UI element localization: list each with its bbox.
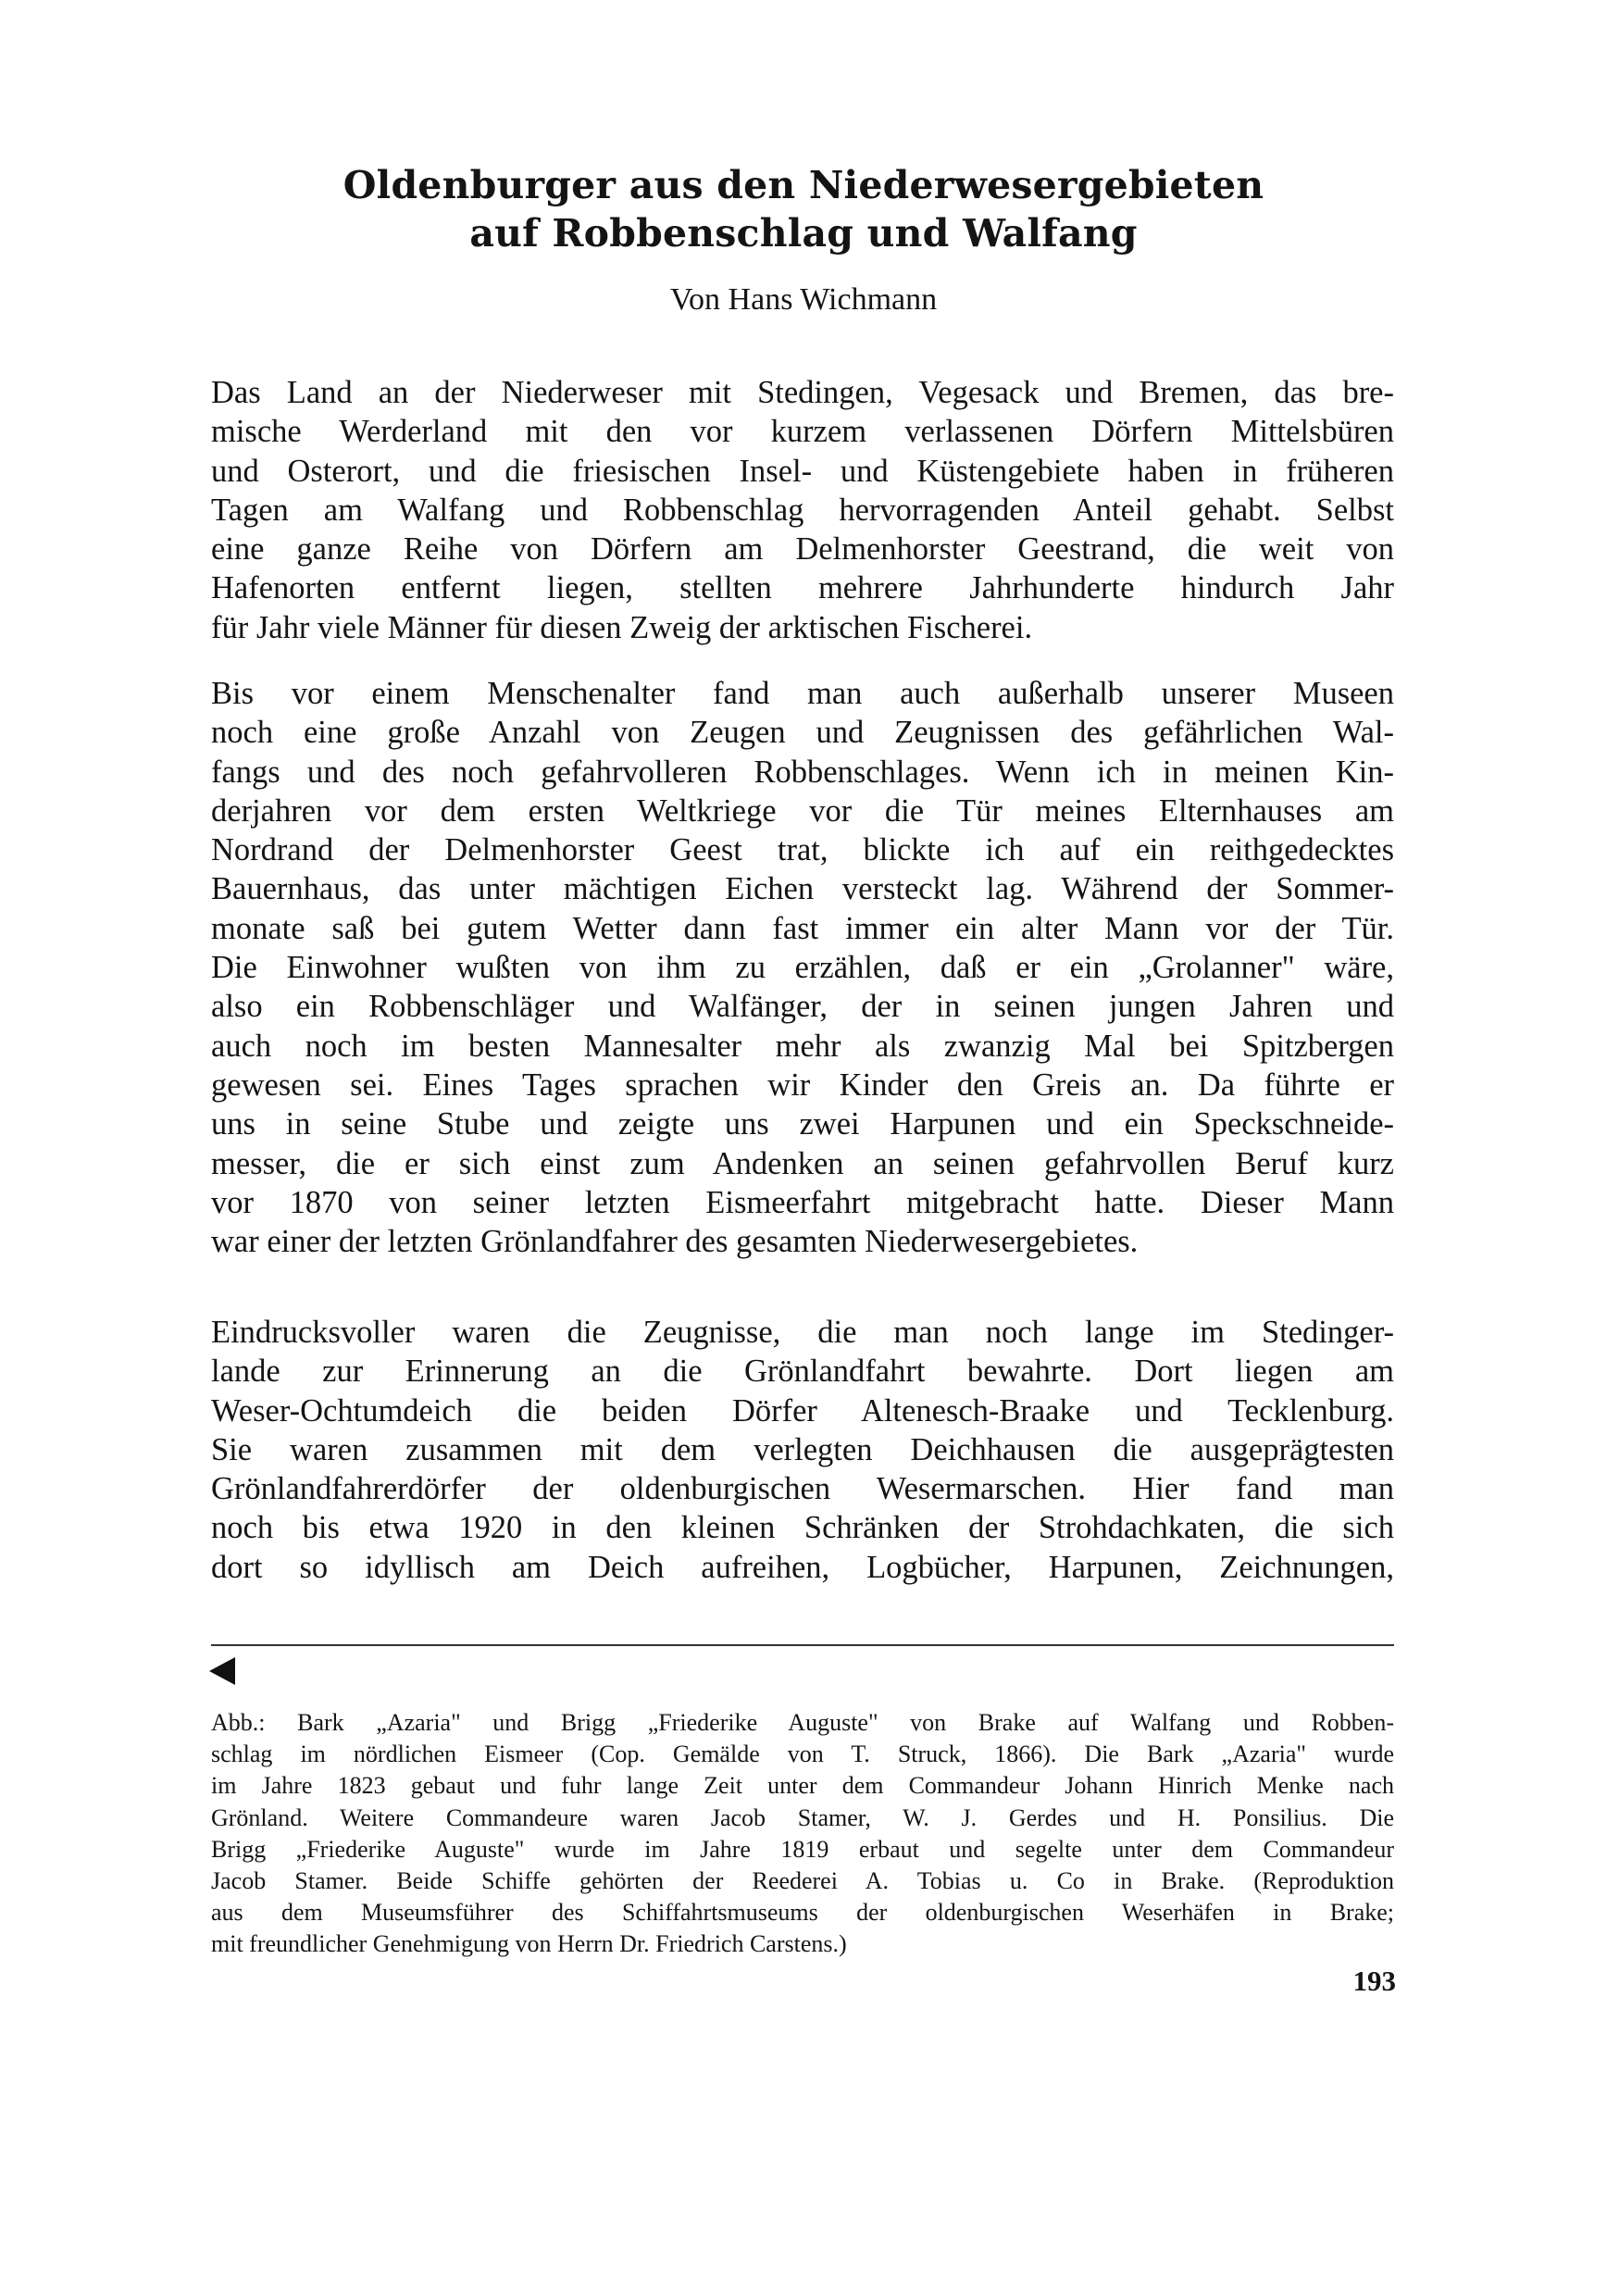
text-line: fangs und des noch gefahrvolleren Robbenschlages. Wenn ich in meinen Kin- <box>211 754 1394 790</box>
caption-line: im Jahre 1823 gebaut und fuhr lange Zeit unter dem Commandeur Johann Hinrich Menke nach <box>211 1772 1394 1800</box>
figure-caption <box>211 1707 1394 1961</box>
text-line: Bauernhaus, das unter mächtigen Eichen versteckt lag. Während der Sommer- <box>211 871 1394 907</box>
left-pointer-icon <box>209 1657 235 1685</box>
text-line: lande zur Erinnerung an die Grönlandfahrt bewahrte. Dort liegen am <box>211 1354 1394 1390</box>
text-line: Eindrucksvoller waren die Zeugnisse, die man noch lange im Stedinger- <box>211 1315 1394 1350</box>
text-line: war einer der letzten Grönlandfahrer des gesamten Niederwesergebietes. <box>211 1224 1139 1260</box>
body-paragraph-1 <box>211 373 1394 647</box>
text-line: auch noch im besten Mannesalter mehr als zwanzig Mal bei Spitzbergen <box>211 1028 1394 1064</box>
text-line: Grönlandfahrerdörfer der oldenburgischen Wesermarschen. Hier fand man <box>211 1471 1394 1507</box>
caption-divider <box>211 1644 1394 1646</box>
text-line: derjahren vor dem ersten Weltkriege vor die Tür meines Elternhauses am <box>211 792 1394 829</box>
caption-line: mit freundlicher Genehmigung von Herrn Dr. Friedrich Carstens.) <box>211 1930 847 1958</box>
caption-line: Brigg „Friederike Auguste" wurde im Jahre 1819 erbaut und segelte unter dem Commandeur <box>211 1835 1394 1863</box>
text-line: gewesen sei. Eines Tages sprachen wir Kinder den Greis an. Da führte er <box>211 1067 1394 1103</box>
text-line: Die Einwohner wußten von ihm zu erzählen, daß er ein „Grolanner" wäre, <box>211 950 1394 986</box>
text-line: messer, die er sich einst zum Andenken an seinen gefahrvollen Beruf kurz <box>211 1145 1394 1181</box>
text-line: Das Land an der Niederweser mit Stedingen, Vegesack und Bremen, das bre- <box>211 375 1394 410</box>
text-line: Hafenorten entfernt liegen, stellten mehrere Jahrhunderte hindurch Jahr <box>211 570 1394 606</box>
text-line: vor 1870 von seiner letzten Eismeerfahrt mitgebracht hatte. Dieser Mann <box>211 1184 1394 1220</box>
text-line: uns in seine Stube und zeigte uns zwei Harpunen und ein Speckschneide- <box>211 1106 1394 1142</box>
text-line: Bis vor einem Menschenalter fand man auch außerhalb unserer Museen <box>211 676 1394 711</box>
caption-line: schlag im nördlichen Eismeer (Cop. Gemälde von T. Struck, 1866). Die Bark „Azaria" wurde <box>211 1741 1394 1768</box>
text-line: Weser-Ochtumdeich die beiden Dörfer Altenesch-Braake und Tecklenburg. <box>211 1392 1394 1429</box>
text-line: mische Werderland mit den vor kurzem verlassenen Dörfern Mittelsbüren <box>211 414 1394 450</box>
article-title-line-1: Oldenburger aus den Niederwesergebieten <box>343 163 1264 207</box>
text-line: Nordrand der Delmenhorster Geest trat, blickte ich auf ein reithgedecktes <box>211 832 1394 868</box>
text-line: monate saß bei gutem Wetter dann fast immer ein alter Mann vor der Tür. <box>211 910 1394 946</box>
text-line: Sie waren zusammen mit dem verlegten Deichhausen die ausgeprägtesten <box>211 1431 1394 1467</box>
page-number: 193 <box>1352 1965 1396 1997</box>
article-title-line-2: auf Robbenschlag und Walfang <box>469 211 1138 256</box>
text-line: noch bis etwa 1920 in den kleinen Schränken der Strohdachkaten, die sich <box>211 1510 1394 1546</box>
text-line: für Jahr viele Männer für diesen Zweig der arktischen Fischerei. <box>211 609 1033 645</box>
text-line: noch eine große Anzahl von Zeugen und Zeugnissen des gefährlichen Wal- <box>211 715 1394 751</box>
text-line: und Osterort, und die friesischen Insel- und Küstengebiete haben in früheren <box>211 453 1394 489</box>
caption-line: Grönland. Weitere Commandeure waren Jacob Stamer, W. J. Gerdes und H. Ponsilius. Die <box>211 1803 1394 1831</box>
body-paragraph-2 <box>211 674 1394 1261</box>
caption-line: Abb.: Bark „Azaria" und Brigg „Friederike Auguste" von Brake auf Walfang und Robben- <box>211 1709 1394 1736</box>
text-line: eine ganze Reihe von Dörfern am Delmenhorster Geestrand, die weit von <box>211 531 1394 568</box>
caption-line: aus dem Museumsführer des Schiffahrtsmuseums der oldenburgischen Weserhäfen in Brake; <box>211 1899 1394 1927</box>
caption-line: Jacob Stamer. Beide Schiffe gehörten der Reederei A. Tobias u. Co in Brake. (Reproduktion <box>211 1867 1394 1895</box>
body-paragraph-3 <box>211 1313 1394 1587</box>
article-author: Von Hans Wichmann <box>669 282 938 317</box>
text-line: also ein Robbenschläger und Walfänger, der in seinen jungen Jahren und <box>211 989 1394 1025</box>
text-line: Tagen am Walfang und Robbenschlag hervorragenden Anteil gehabt. Selbst <box>211 492 1394 528</box>
text-line: dort so idyllisch am Deich aufreihen, Logbücher, Harpunen, Zeichnungen, <box>211 1549 1394 1585</box>
